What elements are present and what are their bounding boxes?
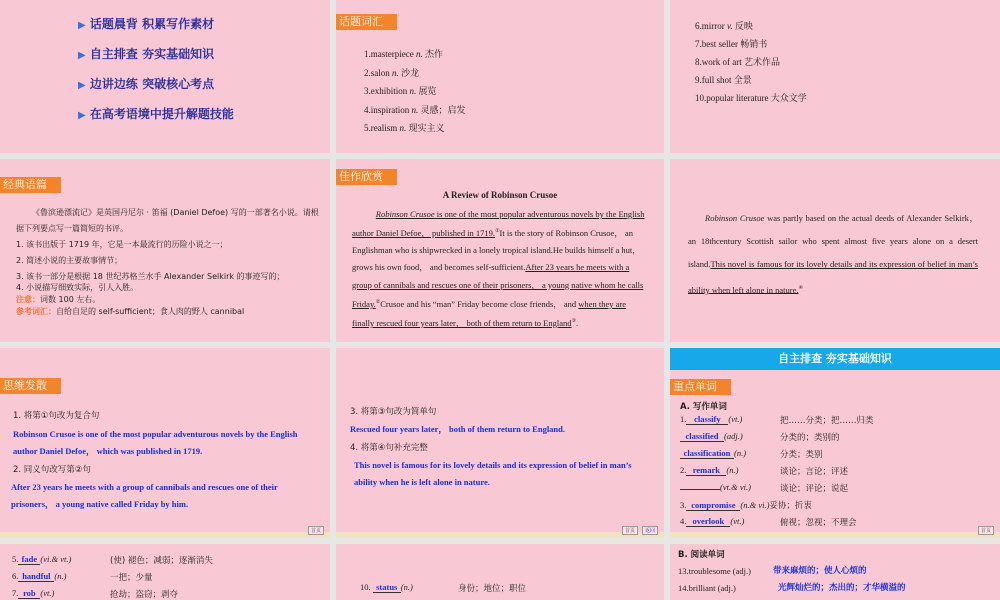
section-tag: 佳作欣赏: [336, 169, 397, 185]
question: 2. 同义句改写第②句: [13, 465, 91, 475]
essay-body: Robinson Crusoe was partly based on the actual deeds of Alexander Selkirk， an 18thcentury Scottish sailor who spent almost five years alone on a desert island.This novel is famous for its lovely details and its expression of belief in man’s ability when left alone in nature.④: [688, 213, 978, 295]
vocab-item: 9.full shot 全景: [695, 75, 752, 86]
play-icon: ▶: [78, 80, 86, 91]
word-row: 3. compromise (n.& vi.)妥协；折衷: [680, 500, 812, 511]
menu-item[interactable]: ▶ 在高考语境中提升解题技能: [78, 107, 234, 121]
essay-body: Robinson Crusoe is one of the most popular adventurous novels by the English author Daniel Defoe， published in 1719.①It is the story of Robinson Crusoe， an Englishman who is shipwrecked in a lonely tropical island.He builds himself a hut， grows his own food， and becomes self-sufficient.After 23 years he meets with a group of cannibals and rescues one of their prisoners， a young native whom he calls Friday.②Crusoe and his “man” Friday become close friends， and when they are finally rescued four years later， both of them return to England③.: [352, 209, 645, 328]
answer: Robinson Crusoe is one of the most popular adventurous novels by the English author Daniel Defoe， which was published in 1719.: [13, 429, 298, 456]
menu-item[interactable]: ▶ 话题晨背 积累写作素材: [78, 17, 215, 31]
slide-sample-essay-2[interactable]: [670, 159, 1000, 342]
slide-header: 自主排查 夯实基础知识: [670, 348, 1000, 370]
vocab-item: 8.work of art 艺术作品: [695, 57, 781, 68]
slide-sample-essay[interactable]: [336, 159, 664, 342]
word-row: classified (adj.) 分类的；类别的: [680, 431, 990, 448]
home-button[interactable]: 首页: [308, 526, 324, 535]
vocab-item: 1.masterpiece n. 杰作: [364, 49, 443, 60]
reference-words: 参考词汇：自给自足的 self-sufficient；食人肉的野人 cannibal: [16, 307, 245, 316]
bottom-bar: [0, 532, 330, 538]
bottom-bar: [336, 532, 664, 538]
word-row: 13.troublesome (adj.) 带来麻烦的；使人心烦的: [678, 566, 867, 576]
word-row: 6. handful (n.) 一把；少量: [12, 571, 153, 583]
slide-topic-vocab-2[interactable]: [670, 0, 1000, 153]
word-row: 4. overlook (vt.) 俯视；忽视；不理会: [680, 516, 857, 528]
answer: Rescued four years later， both of them return to England.: [350, 424, 566, 434]
play-icon: ▶: [78, 20, 86, 31]
vocab-item: 7.best seller 畅销书: [695, 39, 768, 50]
slide-classic-text[interactable]: [0, 159, 330, 342]
back-button[interactable]: 返回: [642, 526, 658, 535]
menu-item[interactable]: ▶ 边讲边练 突破核心考点: [78, 77, 215, 91]
vocab-item: 10.popular literature 大众文学: [695, 93, 807, 104]
point-item: 4. 小说描写细致实际，引人入胜。: [16, 283, 139, 292]
vocab-item: 3.exhibition n. 展览: [364, 86, 437, 97]
word-row: 5. fade (vi.& vt.) (使) 褪色；减弱；逐渐消失: [12, 554, 213, 566]
section-title: A. 写作单词: [680, 402, 727, 412]
answer: This novel is famous for its lovely details and its expression of belief in man’s ability when he is left alone in nature.: [354, 460, 632, 487]
section-tag: 重点单词: [670, 379, 731, 395]
slide-key-words-2[interactable]: [0, 544, 330, 600]
word-row: 1. classify (vt.) 把……分类；把……归类: [680, 414, 874, 426]
word-row: 10. status (n.) 身份；地位；职位: [360, 582, 527, 594]
section-tag: 话题词汇: [336, 14, 397, 30]
answer: After 23 years he meets with a group of cannibals and rescues one of their prisoners， a young native called Friday by him.: [11, 482, 278, 509]
section-title: B. 阅读单词: [678, 550, 725, 560]
word-row: 2. remark (n.) 谈论；言论；评述: [680, 465, 849, 477]
vocab-item: 6.mirror v. 反映: [695, 21, 753, 32]
menu-item[interactable]: ▶ 自主排查 夯实基础知识: [78, 47, 215, 61]
slide-topic-vocab[interactable]: [336, 0, 664, 153]
vocab-item: 4.inspiration n. 灵感；启发: [364, 104, 466, 116]
note: 注意：词数 100 左右。: [16, 295, 101, 304]
vocab-item: 2.salon n. 沙龙: [364, 67, 420, 79]
question: 4. 将第④句补充完整: [350, 443, 428, 453]
slide-thinking-2[interactable]: [336, 348, 664, 538]
slide-key-words-3[interactable]: [336, 544, 664, 600]
vocab-item: 5.realism n. 现实主义: [364, 123, 445, 134]
slide-key-words[interactable]: [670, 348, 1000, 538]
intro-text: 《鲁滨逊漂流记》是英国丹尼尔 · 笛福 (Daniel Defoe) 写的一部著名小说。请根据下列要点写一篇简短的书评。: [16, 208, 319, 233]
point-item: 2. 简述小说的主要故事情节；: [16, 256, 123, 265]
home-button[interactable]: 首页: [622, 526, 638, 535]
point-item: 3. 该书一部分是根据 18 世纪苏格兰水手 Alexander Selkirk 的事迹写的；: [16, 272, 285, 281]
play-icon: ▶: [78, 50, 86, 61]
word-row: 14.brilliant (adj.) 光辉灿烂的；杰出的；才华横溢的: [678, 583, 906, 593]
slide-menu[interactable]: [0, 0, 330, 153]
play-icon: ▶: [78, 110, 86, 121]
word-row: 7. rob (vt.) 抢劫；盗窃；剥夺: [12, 588, 179, 600]
home-button[interactable]: 首页: [978, 526, 994, 535]
slide-thinking[interactable]: [0, 348, 330, 538]
question: 1. 将第①句改为复合句: [13, 411, 100, 421]
question: 3. 将第③句改为简单句: [350, 407, 437, 417]
word-row: classification (n.) 分类；类别: [680, 448, 990, 465]
section-tag: 思维发散: [0, 378, 61, 394]
point-item: 1. 该书出版于 1719 年，它是一本最流行的历险小说之一；: [16, 240, 228, 249]
slide-reading-words[interactable]: [670, 544, 1000, 600]
bottom-bar: [670, 532, 1000, 538]
essay-title: A Review of Robinson Crusoe: [442, 190, 558, 200]
section-tag: 经典语篇: [0, 177, 61, 193]
word-row: (vt.& vi.) 谈论；评论；说起: [680, 482, 990, 499]
